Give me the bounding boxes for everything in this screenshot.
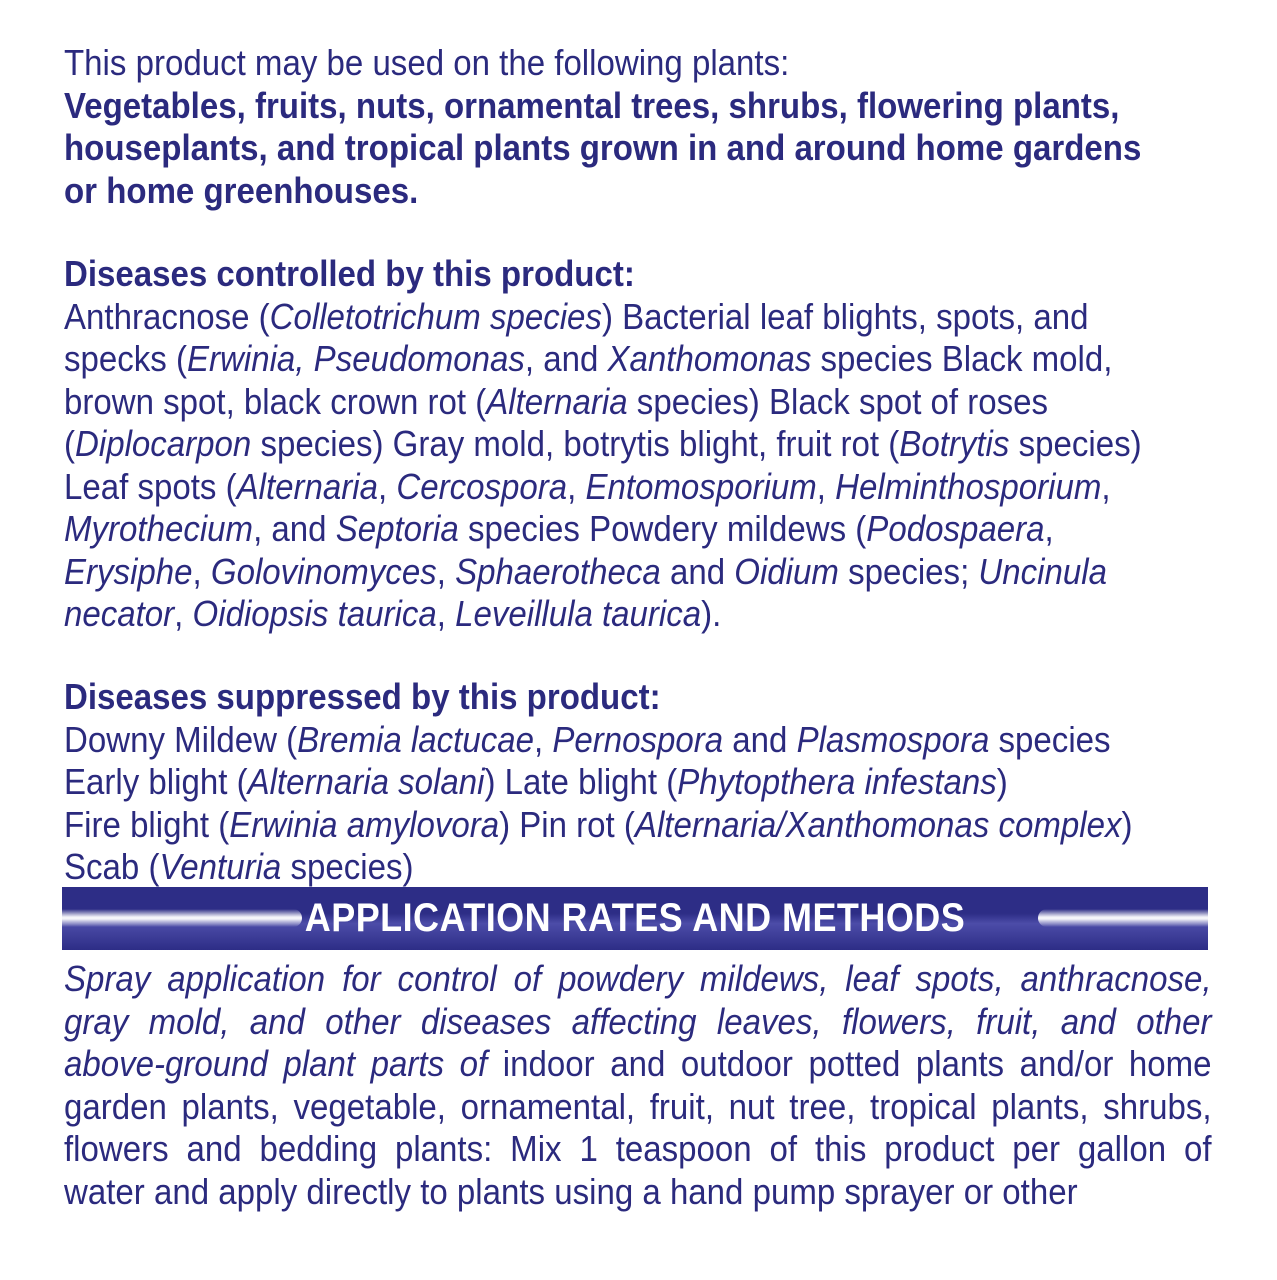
italic-text: Alternaria solani [247,761,485,802]
text-segment: ) Bacterial leaf blights, spots, and [601,295,1089,337]
text-segment: ) Late blight ( [484,761,678,802]
text-segment: , and [524,338,608,379]
text-segment: , [174,593,193,634]
italic-text: Golovinomyces [210,550,437,592]
diseases-suppressed-heading: Diseases suppressed by this product: [64,676,661,717]
italic-text: above-ground plant parts of [64,1043,488,1084]
italic-text: Erwinia, Pseudomonas [186,338,525,379]
text-segment: ( [64,423,76,464]
text-segment: brown spot, black crown rot ( [64,380,487,422]
italic-text: Myrothecium [64,508,254,549]
intro-lead: This product may be used on the following plants: [64,42,790,83]
banner-title: APPLICATION RATES AND METHODS [304,896,966,940]
text-line [64,296,1105,339]
text-line [64,465,1111,509]
text-segment: Early blight ( [64,761,248,802]
application-instructions [64,958,1212,1213]
text-line [64,1001,1212,1044]
italic-text: Sphaerotheca [455,550,661,592]
italic-text: Alternaria [486,380,628,422]
text-segment: , [1101,465,1111,507]
text-line [64,1086,1212,1129]
text-segment: Anthracnose ( [64,295,270,337]
text-line [64,846,1105,889]
text-segment: and [660,550,735,592]
italic-text: necator [64,593,175,634]
italic-text: Leveillula taurica [455,593,702,634]
text-line [64,1171,1212,1214]
text-segment: water and apply directly to plants using a hand pump sprayer or other [64,1170,1078,1212]
text-segment: ) [1121,803,1133,845]
text-line [64,381,1105,424]
text-segment: flowers and bedding plants: Mix 1 teaspoon of this product per gallon of [64,1128,1212,1169]
text-line [64,761,1105,804]
text-segment: and [723,718,797,760]
italic-text: Erwinia amylovora [229,803,500,845]
diseases-controlled-heading: Diseases controlled by this product: [64,253,635,294]
italic-text: Botrytis [899,423,1010,464]
text-segment: , [1044,508,1054,549]
plants-list-line: or home greenhouses. [64,169,419,211]
text-segment: ) [996,761,1008,802]
text-line [64,551,1105,594]
italic-text: Plasmospora [796,718,990,760]
italic-text: Oidium [734,550,839,592]
italic-text: Colletotrichum species [269,295,602,337]
text-segment: ) Pin rot ( [499,803,635,845]
diseases-controlled-section [64,253,1142,636]
text-segment: , [377,465,397,507]
italic-text: gray mold, and other diseases affecting leaves, flowers, fruit, and other [64,1000,1212,1042]
italic-text: Podospaera [866,508,1045,549]
text-segment: species) Gray mold, botrytis blight, fruit rot ( [251,423,900,464]
text-line [64,593,1105,636]
italic-text: Oidiopsis taurica [192,593,437,634]
italic-text: Bremia lactucae [297,718,534,760]
text-line [64,338,1113,381]
italic-text: Spray application for control of powdery mildews, leaf spots, anthracnose, [64,958,1212,999]
plants-list-line: houseplants, and tropical plants grown in and around home gardens [64,127,1142,168]
italic-text: Alternaria/Xanthomonas complex [634,803,1122,845]
italic-text: Helminthosporium [835,465,1102,507]
text-segment: species) Black spot of roses [627,380,1049,422]
italic-text: Septoria [335,508,459,549]
text-segment: ). [701,593,722,634]
italic-text: Alternaria [236,465,378,507]
text-segment: indoor and outdoor potted plants and/or home [487,1043,1212,1084]
text-line [64,803,1133,847]
application-body [64,958,1212,1213]
text-segment: , [436,593,456,634]
text-segment: , [192,550,211,592]
diseases-suppressed-section [64,676,1133,889]
italic-text: Erysiphe [64,550,193,592]
text-segment: Scab ( [64,846,160,887]
text-segment: Fire blight ( [64,803,230,845]
italic-text: Diplocarpon [75,423,252,464]
text-segment: species Black mold, [811,338,1113,379]
italic-text: Xanthomonas [607,338,812,379]
text-line [64,423,1142,466]
italic-text: Pernospora [552,718,724,760]
diseases-controlled-body [64,295,1142,636]
text-line [64,958,1212,1001]
text-segment: specks ( [64,338,187,379]
text-line [64,508,1105,551]
text-segment: species) [1009,423,1142,464]
text-segment: species [989,718,1111,760]
text-line [64,718,1111,762]
text-segment: Downy Mildew ( [64,718,298,760]
text-segment: species; [838,550,979,592]
italic-text: Entomosporium [585,465,817,507]
text-segment: , [533,718,553,760]
intro-section [64,42,1142,212]
text-segment: Leaf spots ( [64,465,237,507]
application-rates-banner [62,887,1208,950]
italic-text: Uncinula [978,550,1107,592]
plants-list-line: Vegetables, fruits, nuts, ornamental trees, shrubs, flowering plants, [64,84,1120,126]
text-segment: , [816,465,836,507]
italic-text: Venturia [159,846,282,887]
text-line [64,1128,1212,1171]
text-line [64,1043,1212,1086]
text-segment: species Powdery mildews ( [458,508,867,549]
italic-text: Phytopthera infestans [677,761,997,802]
text-segment: , and [253,508,336,549]
italic-text: Cercospora [396,465,568,507]
text-segment: , [567,465,586,507]
text-segment: garden plants, vegetable, ornamental, fruit, nut tree, tropical plants, shrubs, [64,1085,1212,1127]
text-segment: , [436,550,456,592]
text-segment: species) [281,846,414,887]
diseases-suppressed-body [64,718,1133,889]
